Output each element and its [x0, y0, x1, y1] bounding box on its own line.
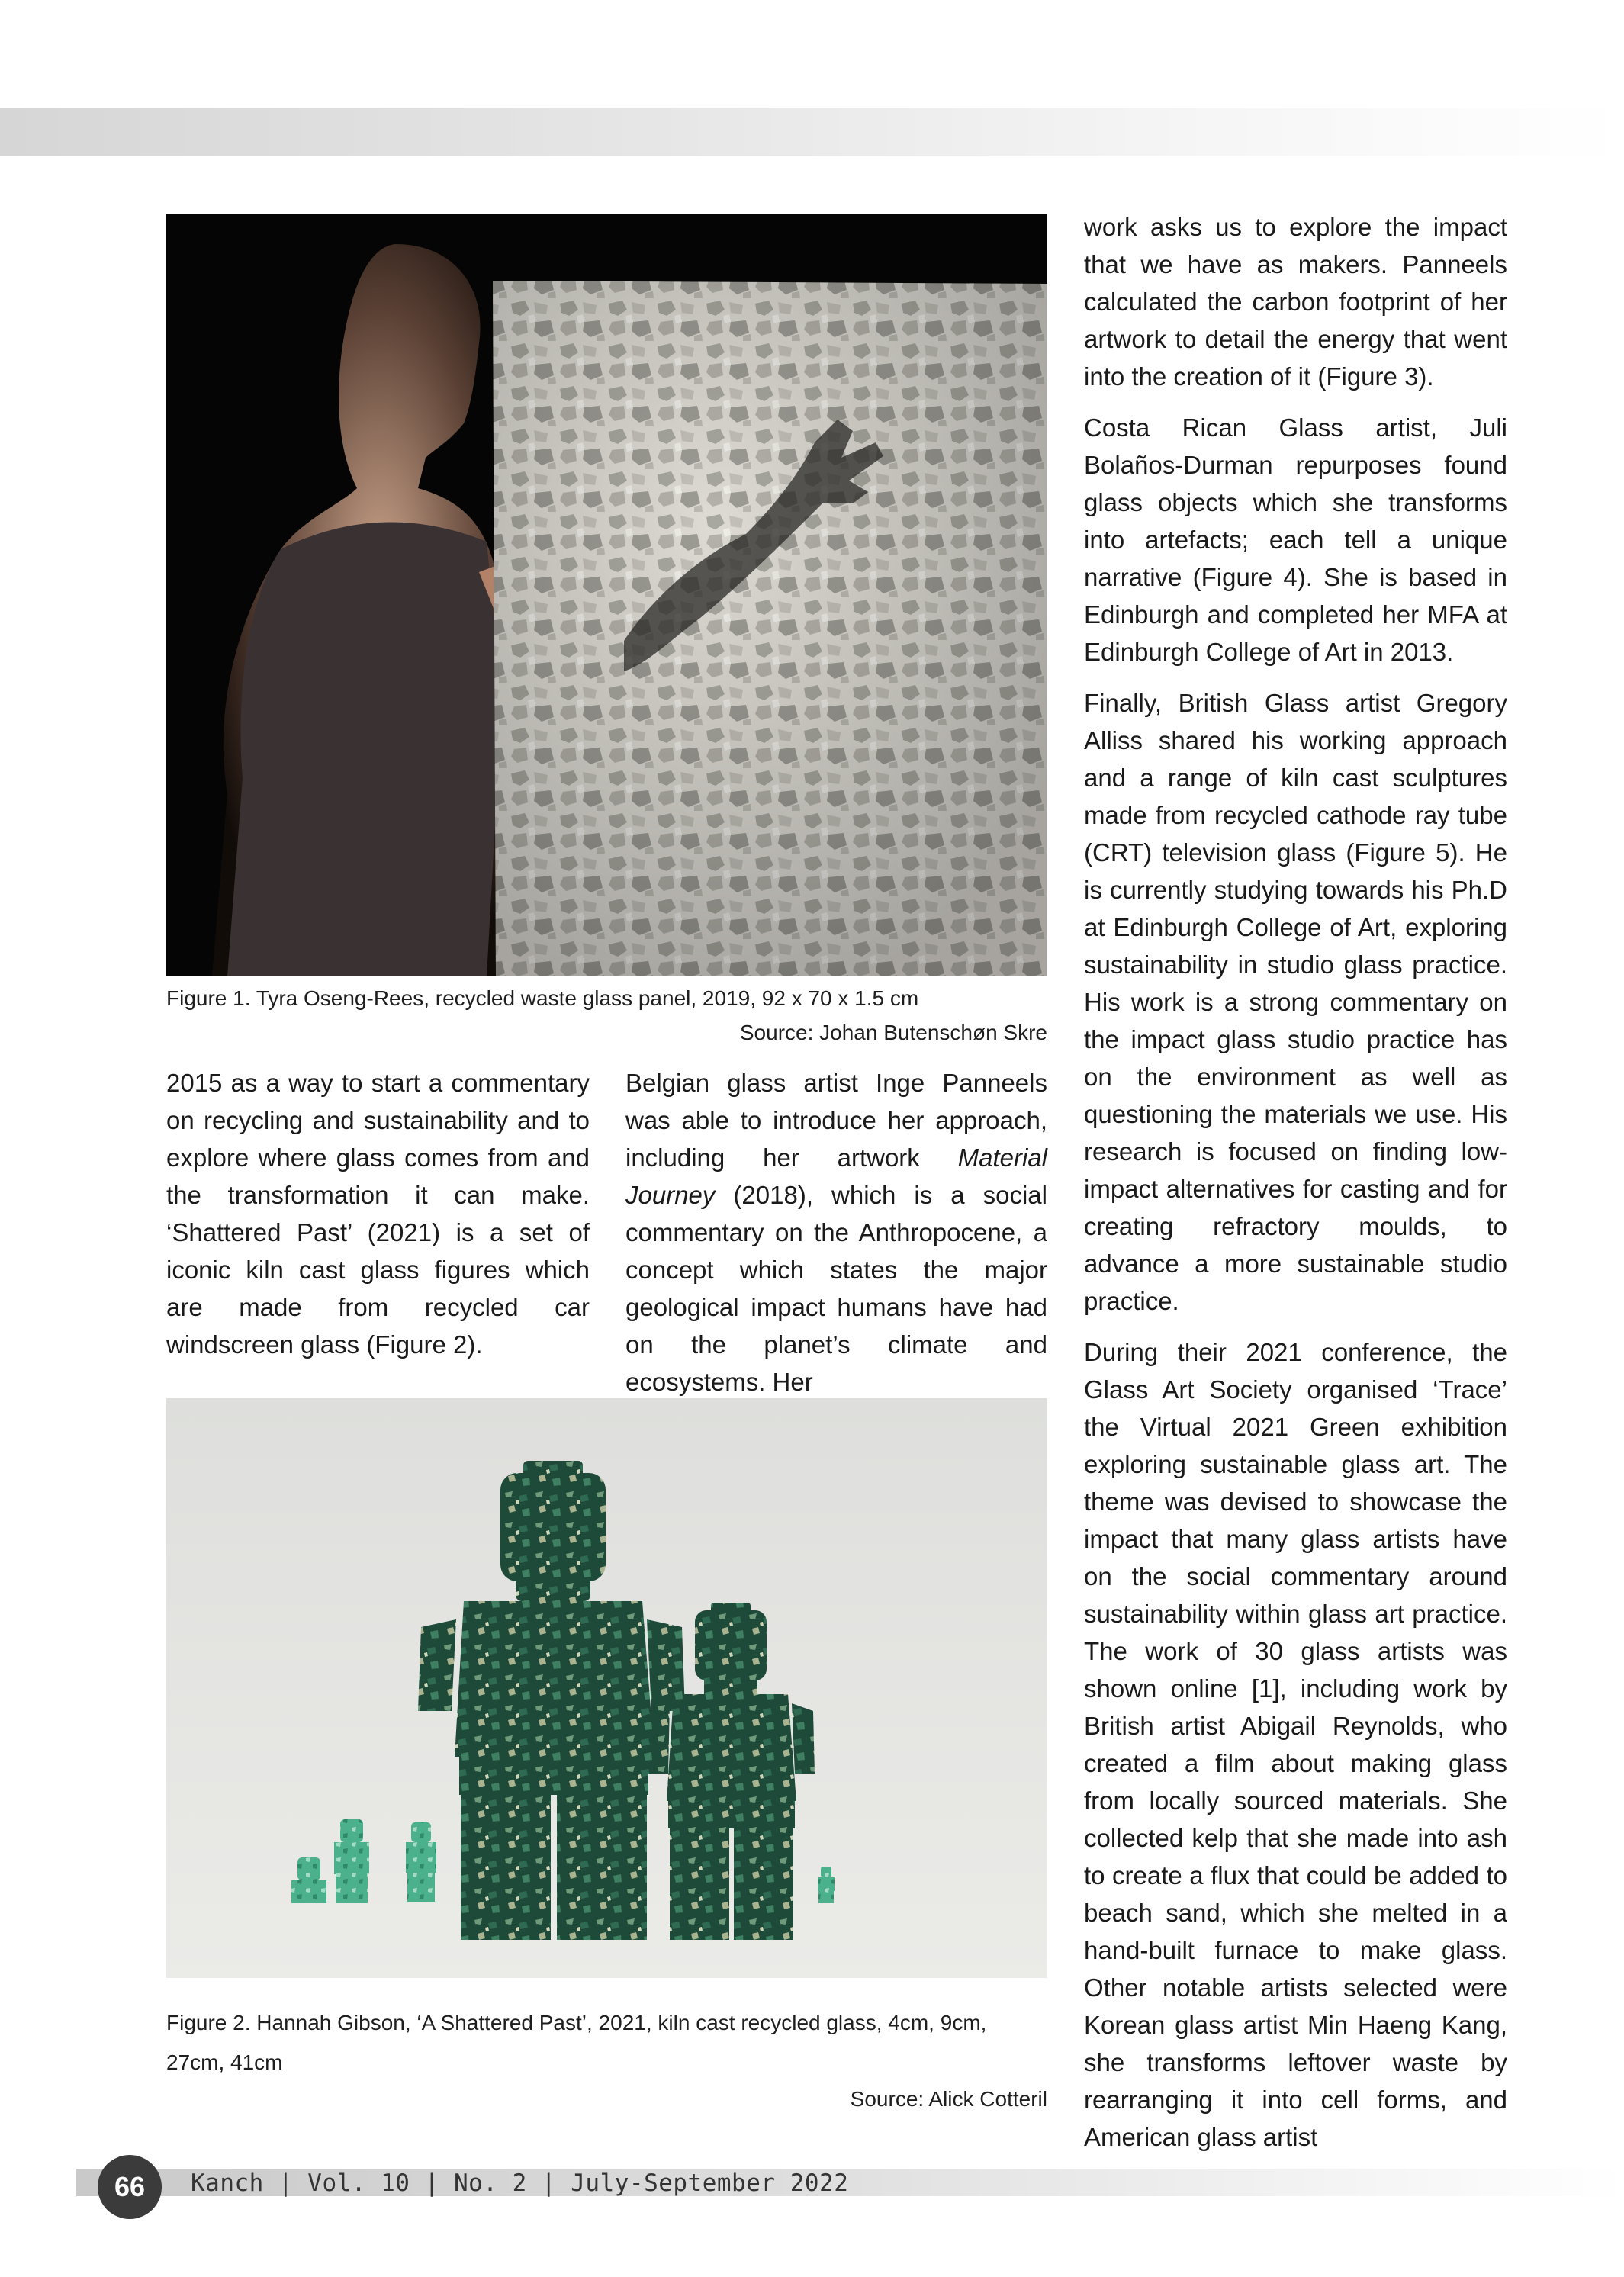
figure-2-source: Source: Alick Cotteril: [850, 2087, 1047, 2111]
figure-2-caption-line-1: Figure 2. Hannah Gibson, ‘A Shattered Past’, 2021, kiln cast recycled glass, 4cm, 9cm,: [166, 2011, 987, 2034]
body-text: Belgian glass artist Inge Panneels was able to introduce her approach, including her artwork: [625, 1069, 1047, 1172]
body-column-right: [1084, 208, 1507, 2156]
artwork-title: Material Journey: [625, 1143, 1047, 1209]
body-column-middle: [625, 1064, 1047, 1401]
body-paragraph: 2015 as a way to start a commentary on recycling and sustainability and to explore where glass comes from and the transformation it can make. ‘Shattered Past’ (2021) is a set of iconic kiln cast glass figures which are made from recycled car windscreen glass (Figure 2).: [166, 1069, 590, 1359]
body-text: (2018), which is a social commentary on the Anthropocene, a concept which states the major geological impact humans have had on the planet’s climate and ecosystems. Her: [625, 1181, 1047, 1396]
body-paragraph: Costa Rican Glass artist, Juli Bolaños-Durman repurposes found glass objects which she transforms into artefacts; each tell a unique narrative (Figure 4). She is based in Edinburgh and completed her MFA at Edinburgh College of Art in 2013.: [1084, 413, 1507, 666]
figure-1-caption: Figure 1. Tyra Oseng-Rees, recycled waste glass panel, 2019, 92 x 70 x 1.5 cm: [166, 986, 919, 1010]
figure-2-caption: [166, 2003, 1051, 2082]
body-paragraph: [625, 1064, 1047, 1401]
figure-2-caption-line-2: 27cm, 41cm: [166, 2050, 283, 2074]
body-column-left: [166, 1064, 590, 1363]
figure-1-photo: [166, 214, 1047, 976]
header-band: [0, 108, 1624, 156]
figure-1-source: Source: Johan Butenschøn Skre: [739, 1021, 1047, 1044]
body-paragraph: During their 2021 conference, the Glass Art Society organised ‘Trace’ the Virtual 2021 Green exhibition exploring sustainable glass art. The theme was devised to showcase the impact that many glass artists have on the social commentary around sustainability within glass art practice. The work of 30 glass artists was shown online [1], including work by British artist Abigail Reynolds, who created a film about making glass from locally sourced materials. She collected kelp that she made into ash to create a flux that could be added to beach sand, which she melted in a hand-built furnace to make glass. Other notable artists selected were Korean glass artist Min Haeng Kang, she transforms leftover waste by rearranging it into cell forms, and American glass artist: [1084, 1338, 1507, 2151]
page-number: 66: [98, 2155, 162, 2219]
body-paragraph: Finally, British Glass artist Gregory Alliss shared his working approach and a range of kiln cast sculptures made from recycled cathode ray tube (CRT) television glass (Figure 5). He is currently studying towards his Ph.D at Edinburgh College of Art, exploring sustainability in studio glass practice. His work is a strong commentary on the impact glass studio practice has on the environment as well as questioning the materials we use. His research is focused on finding low-impact alternatives for casting and for creating refractory moulds, to advance a more sustainable studio practice.: [1084, 689, 1507, 1315]
figure-2-photo: [166, 1398, 1047, 1978]
body-paragraph: work asks us to explore the impact that we have as makers. Panneels calculated the carbon footprint of her artwork to detail the energy that went into the creation of it (Figure 3).: [1084, 213, 1507, 391]
journal-info: Kanch | Vol. 10 | No. 2 | July-September 2022: [191, 2169, 849, 2197]
